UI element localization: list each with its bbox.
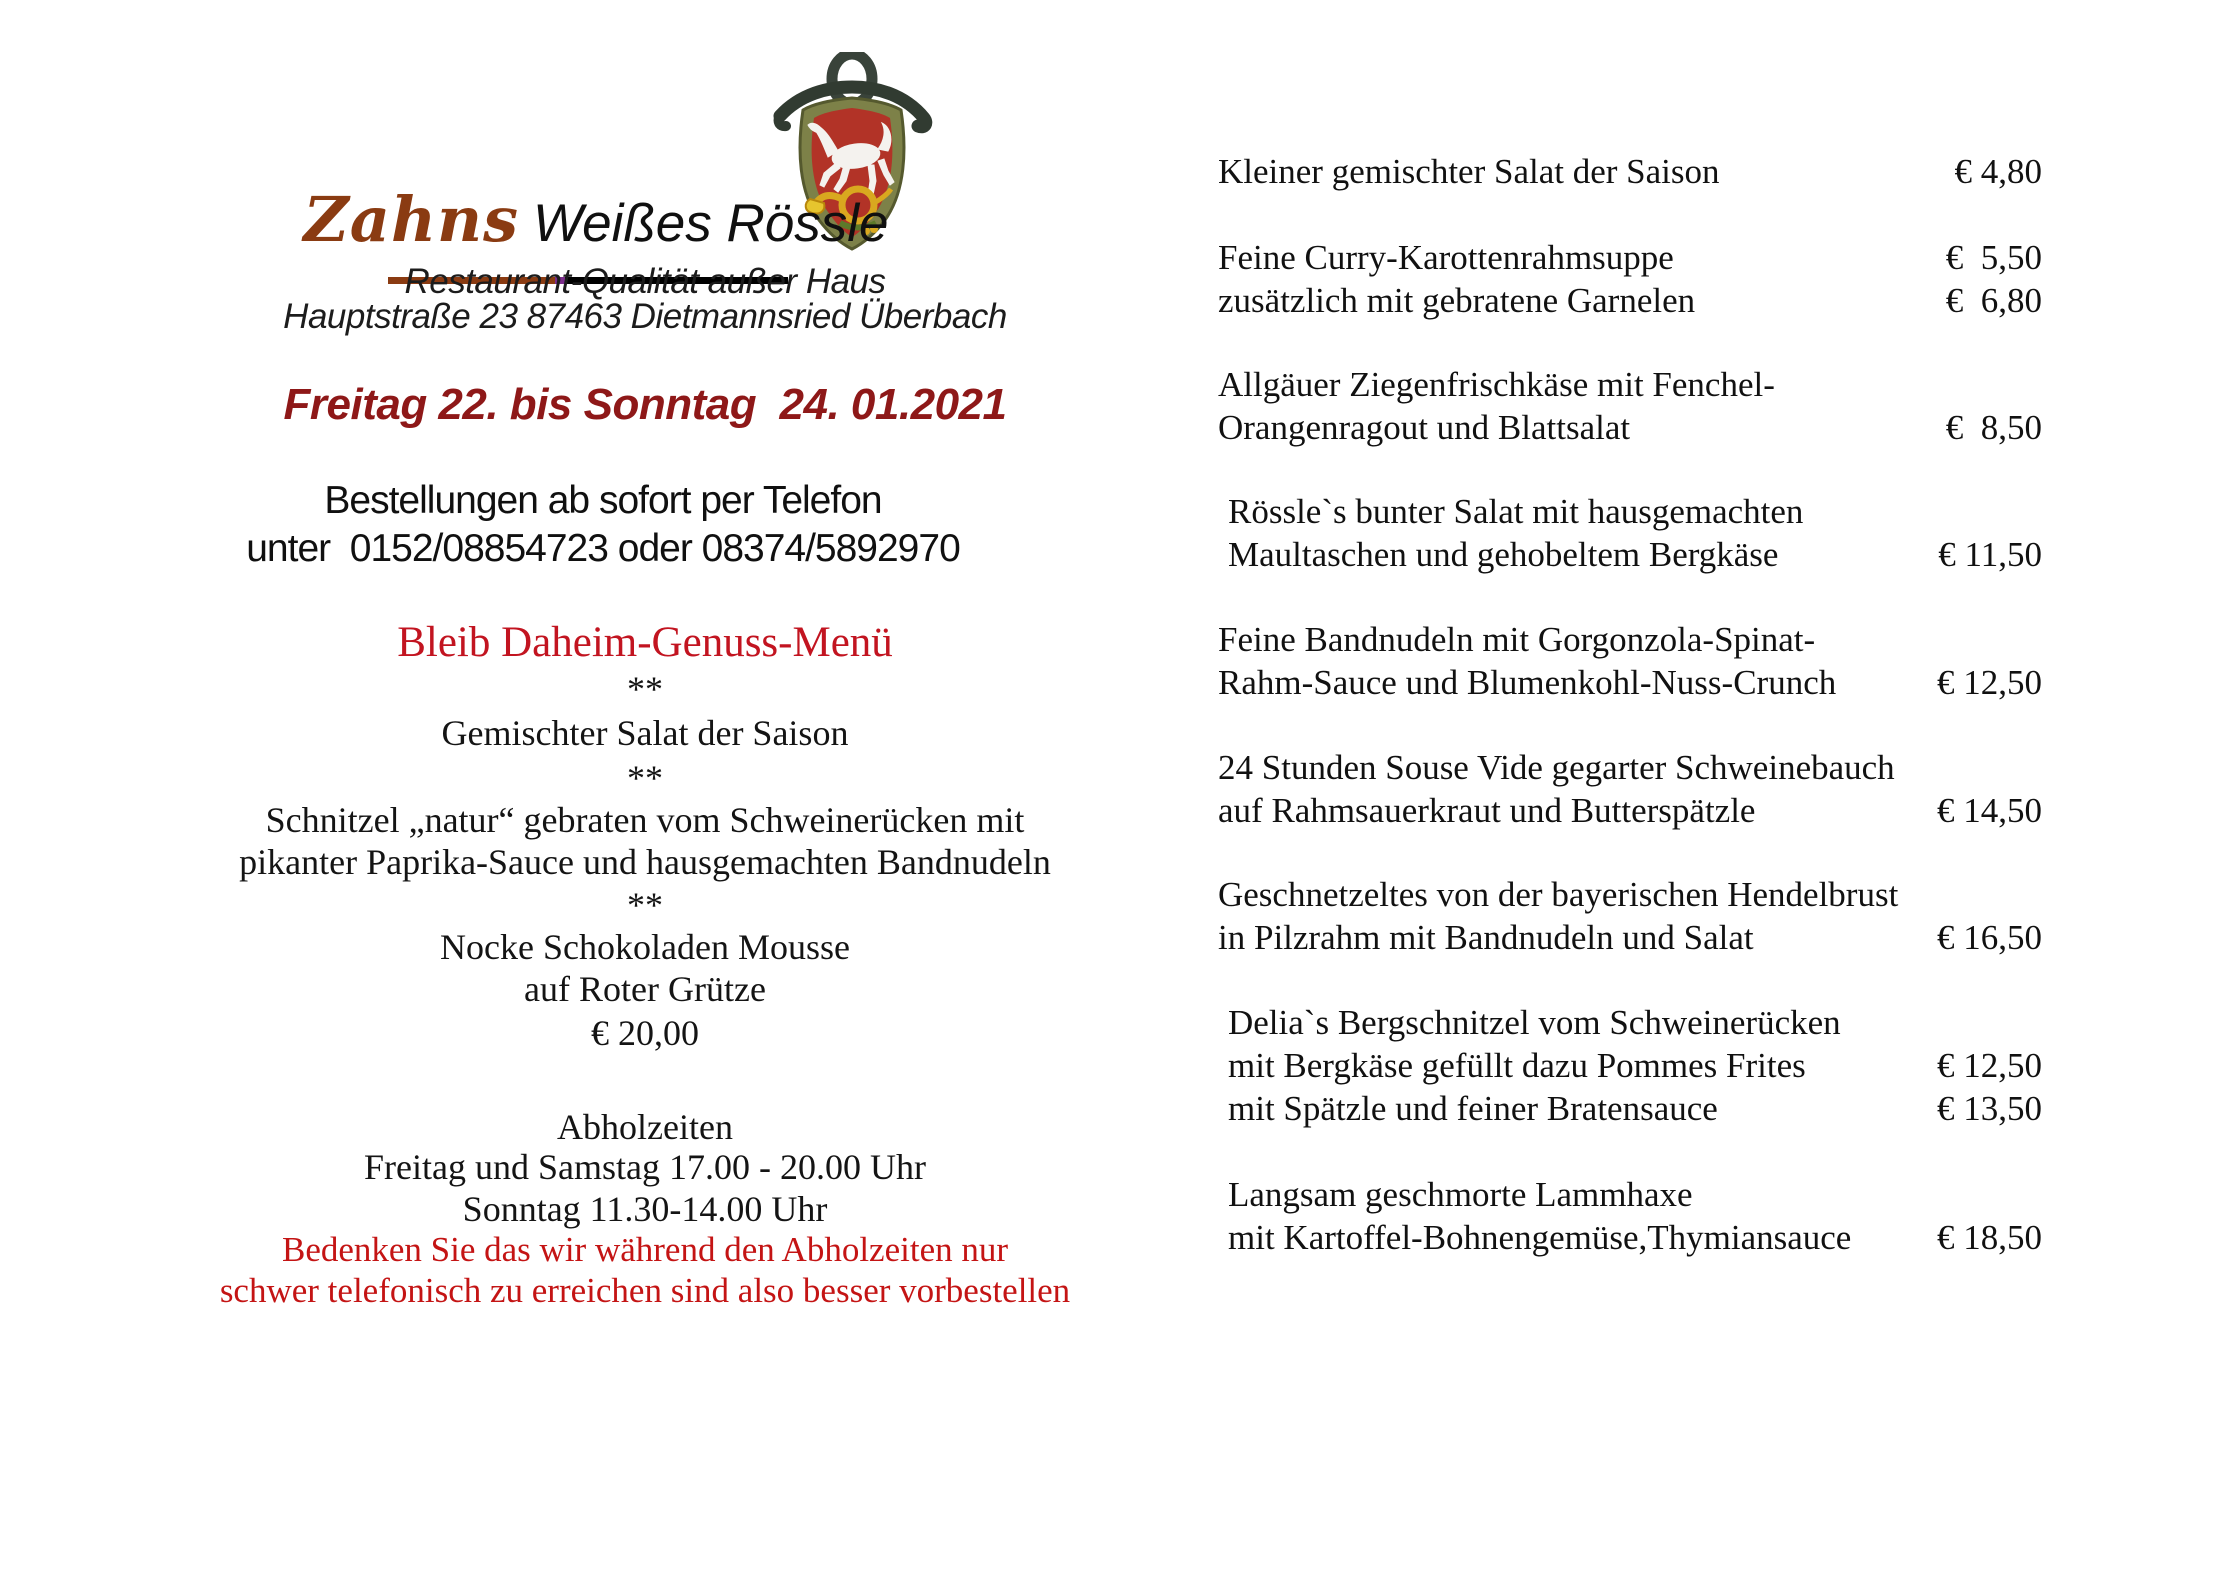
dish-block [1218,363,2042,449]
dish-price: € 8,50 [1945,408,2042,447]
dish-price: € 16,50 [1937,918,2042,957]
dish-price: € 12,50 [1937,1046,2042,1085]
dish-block [1218,618,2042,704]
dish-price: € 6,80 [1945,281,2042,320]
dish-price: € 4,80 [1954,152,2042,191]
dish-row [1218,789,2042,832]
course-separator: ** [627,885,663,925]
dish-row [1228,533,2042,576]
set-menu-price: € 20,00 [591,1013,699,1053]
dish-text: Orangenragout und Blattsalat [1218,408,1631,447]
dish-row [1218,873,2042,916]
dish-row [1218,661,2042,704]
dish-row [1228,490,2042,533]
dish-price: € 11,50 [1938,535,2042,574]
pickup-hours-sunday: Sonntag 11.30-14.00 Uhr [462,1189,828,1229]
dish-row [1228,1216,2042,1259]
brand-name: Weißes Rössle [533,194,889,253]
dish-text: auf Rahmsauerkraut und Butterspätzle [1218,791,1756,830]
dish-text: Feine Curry-Karottenrahmsuppe [1218,238,1674,277]
course-3-line1: Nocke Schokoladen Mousse [440,927,850,967]
dish-block [1218,873,2042,959]
dish-text: mit Kartoffel-Bohnengemüse,Thymiansauce [1228,1218,1852,1257]
brand-script-name: Zahns [303,183,520,256]
dish-text: Maultaschen und gehobeltem Bergkäse [1228,535,1779,574]
pickup-notice-line1: Bedenken Sie das wir während den Abholzeiten nur [281,1230,1009,1269]
dish-text: 24 Stunden Souse Vide gegarter Schweinebauch [1218,748,1895,787]
dish-text: Rahm-Sauce und Blumenkohl-Nuss-Crunch [1218,663,1837,702]
course-separator: ** [627,758,663,798]
course-separator: ** [627,669,663,709]
dish-text: Geschnetzeltes von der bayerischen Hendelbrust [1218,875,1899,914]
course-3-line2: auf Roter Grütze [524,969,766,1009]
dish-text: Langsam geschmorte Lammhaxe [1228,1175,1693,1214]
dish-text: Feine Bandnudeln mit Gorgonzola-Spinat- [1218,620,1816,659]
pickup-notice-line2: schwer telefonisch zu erreichen sind also besser vorbestellen [219,1271,1071,1310]
dish-row [1228,1044,2042,1087]
set-menu-title: Bleib Daheim-Genuss-Menü [397,619,893,666]
course-2-line2: pikanter Paprika-Sauce und hausgemachten Bandnudeln [239,842,1051,882]
order-info-line1: Bestellungen ab sofort per Telefon [324,479,882,522]
dish-block [1218,1173,2042,1259]
dish-text: Allgäuer Ziegenfrischkäse mit Fenchel- [1218,365,1775,404]
dish-row [1218,150,2042,193]
dish-price: € 14,50 [1937,791,2042,830]
dish-row [1218,279,2042,322]
dish-row [1218,236,2042,279]
dish-row [1228,1173,2042,1216]
dish-row [1218,406,2042,449]
dish-text: mit Spätzle und feiner Bratensauce [1228,1089,1718,1128]
dish-text: Rössle`s bunter Salat mit hausgemachten [1228,492,1804,531]
tagline: Restaurant-Qualität außer Haus [404,262,886,301]
dish-text: Kleiner gemischter Salat der Saison [1218,152,1720,191]
dish-text: in Pilzrahm mit Bandnudeln und Salat [1218,918,1754,957]
dish-price: € 12,50 [1937,663,2042,702]
dish-block [1218,746,2042,832]
pickup-hours-fri-sat: Freitag und Samstag 17.00 - 20.00 Uhr [364,1147,926,1187]
dish-price: € 5,50 [1945,238,2042,277]
dish-block [1218,236,2042,322]
dish-row [1218,746,2042,789]
dish-text: zusätzlich mit gebratene Garnelen [1218,281,1696,320]
dish-text: mit Bergkäse gefüllt dazu Pommes Frites [1228,1046,1806,1085]
course-1: Gemischter Salat der Saison [441,713,849,753]
dish-row [1218,916,2042,959]
order-info-line2: unter 0152/08854723 oder 08374/5892970 [246,527,960,570]
address-line: Hauptstraße 23 87463 Dietmannsried Überbach [283,297,1007,336]
dish-row [1218,363,2042,406]
dish-text: Delia`s Bergschnitzel vom Schweinerücken [1228,1003,1841,1042]
dish-price: € 18,50 [1937,1218,2042,1257]
dish-row [1218,618,2042,661]
dish-row [1228,1001,2042,1044]
dish-block [1218,1001,2042,1130]
course-2-line1: Schnitzel „natur“ gebraten vom Schweinerücken mit [265,800,1025,840]
dish-row [1228,1087,2042,1130]
dish-block [1218,490,2042,576]
date-range: Freitag 22. bis Sonntag 24. 01.2021 [283,380,1007,429]
dish-price: € 13,50 [1937,1089,2042,1128]
dish-block [1218,150,2042,193]
pickup-title: Abholzeiten [557,1107,733,1147]
